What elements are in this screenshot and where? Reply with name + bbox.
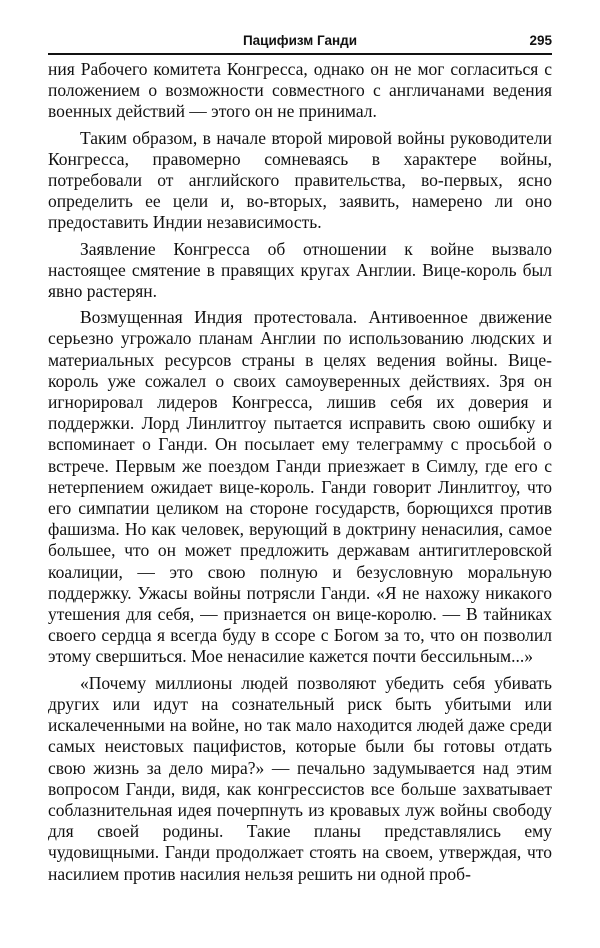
page-number: 295 [529,33,552,48]
body-text [48,59,552,885]
paragraph: Заявление Конгресса об отношении к войне вызвало настоящее смятение в правящих кругах Англии. Вице-король был явно растерян. [48,238,552,302]
paragraph: Таким образом, в начале второй мировой войны руководители Конгресса, правомерно сомневаясь в характере войны, потребовали от английского правительства, во-первых, ясно определить ее цели и, во-вторых, заявить, намерено ли оно предоставить Индии независимость. [48,127,552,233]
running-title: Пацифизм Ганди [242,33,358,48]
header-rule [48,53,552,55]
paragraph-continuation: ния Рабочего комитета Конгресса, однако он не мог согласиться с положением о возможности совместного с англичанами ведения военных действий — этого он не принимал. [48,59,552,122]
paragraph: Возмущенная Индия протестовала. Антивоенное движение серьезно угрожало планам Англии по использованию людских и материальных ресурсов страны в целях ведения войны. Вице-король уже сожалел о своих самоуверенных действиях. Зря он игнорировал лидеров Конгресса, лишив себя их доверия и поддержки. Лорд Линлитгоу пытается исправить свою ошибку и вспоминает о Ганди. Он посылает ему телеграмму с просьбой о встрече. Первым же поездом Ганди приезжает в Симлу, где его с нетерпением ожидает вице-король. Ганди говорит Линлитгоу, что его симпатии целиком на стороне государств, борющихся против фашизма. Но как человек, верующий в доктрину ненасилия, самое большее, что он может предложить державам антигитлеровской коалиции, — это свою полную и безусловную моральную поддержку. Ужасы войны потрясли Ганди. «Я не нахожу никакого утешения для себя, — признается он вице-королю. — В тайниках своего сердца я всегда буду в ссоре с Богом за то, что он позволил этому свершиться. Мое ненасилие кажется почти бессильным...» [48,307,552,667]
paragraph: «Почему миллионы людей позволяют убедить себя убивать других или идут на сознательный риск быть убитыми или искалеченными на войне, но так мало находится людей даже среди самых неистовых пацифистов, которые были бы готовы отдать свою жизнь за дело мира?» — печально задумывается над этим вопросом Ганди, видя, как конгрессистов все больше захватывает соблазнительная идея почерпнуть из кровавых луж войны свободу для своей родины. Такие планы представлялись ему чудовищными. Ганди продолжает стоять на своем, утверждая, что насилием против насилия нельзя решить ни одной проб- [48,672,552,884]
running-head [48,30,552,50]
